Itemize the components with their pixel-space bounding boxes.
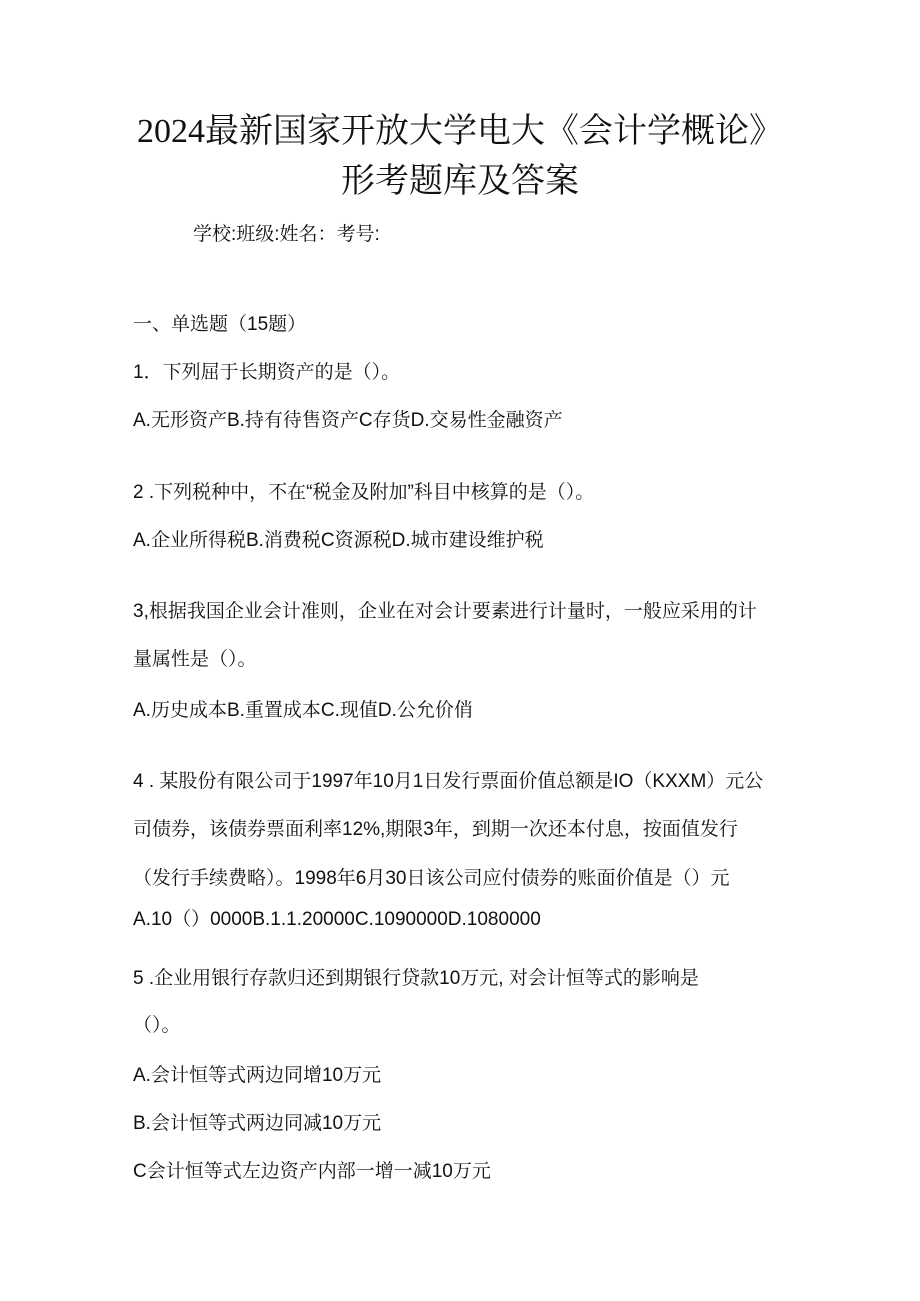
question-3-text-cont: 量属性是（）。	[133, 649, 257, 670]
question-1-text: 1．下列屈于长期资产的是（）。	[133, 362, 401, 383]
student-info-line: 学校:班级:姓名：考号:	[193, 224, 380, 245]
question-4-text-cont: 司债券，该债券票面利率12%,期限3年，到期一次还本付息，按面值发行	[133, 819, 738, 840]
question-2-text: 2 .下列税种中，不在“税金及附加”科目中核算的是（）。	[133, 482, 595, 503]
question-5-option-a: A.会计恒等式两边同增10万元	[133, 1065, 382, 1086]
document-title-line-1: 2024最新国家开放大学电大《会计学概论》	[137, 113, 783, 150]
question-4-text: 4 . 某股份有限公司于1997年10月1日发行票面价值总额是IO（KXXM）元公	[133, 771, 764, 792]
question-5-text: 5 .企业用银行存款归还到期银行贷款10万元, 对会计恒等式的影响是	[133, 968, 699, 989]
question-5-option-b: B.会计恒等式两边同减10万元	[133, 1113, 382, 1134]
question-3-options: A.历史成本B.重置成本C.现值D.公允价俏	[133, 700, 473, 721]
question-4-options: A.10（）0000B.1.1.20000C.1090000D.1080000	[133, 909, 541, 930]
document-title-line-2: 形考题库及答案	[341, 163, 579, 200]
question-5-text-cont: （）。	[133, 1015, 181, 1036]
section-heading: 一、单选题（15题）	[133, 314, 307, 335]
question-5-option-c: C会计恒等式左边资产内部一增一减10万元	[133, 1161, 491, 1182]
question-1-options: A.无形资产B.持有待售资产C存货D.交易性金融资产	[133, 410, 563, 431]
question-2-options: A.企业所得税B.消费税C资源税D.城市建设维护税	[133, 530, 544, 551]
question-3-text: 3,根据我国企业会计准则，企业在对会计要素进行计量时，一般应采用的计	[133, 601, 757, 622]
question-4-text-cont: （发行手续费略）。1998年6月30日该公司应付债券的账面价值是（）元	[133, 868, 730, 889]
